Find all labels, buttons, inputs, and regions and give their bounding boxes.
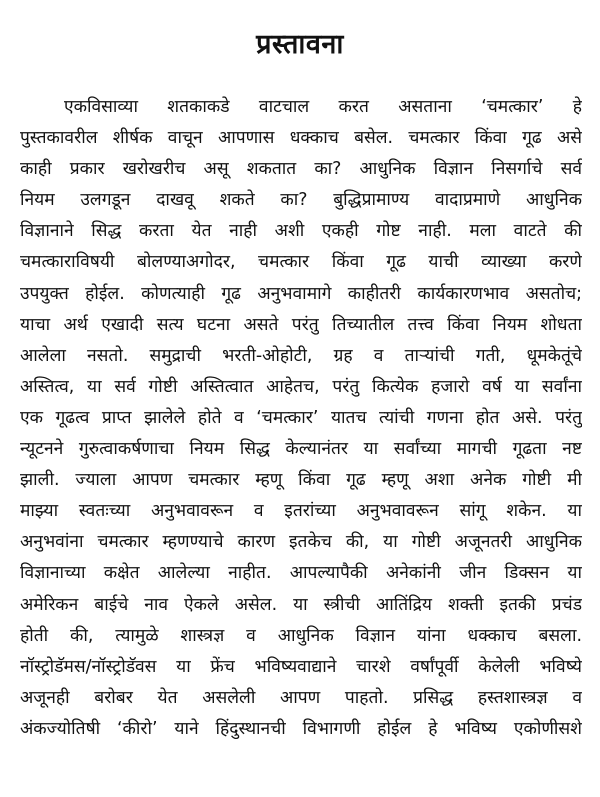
body-paragraph [20,92,582,745]
text-line: काही प्रकार खरोखरीच असू शकतात का? आधुनिक विज्ञान निसर्गाचे सर्व [20,159,582,180]
text-line: न्यूटनने गुरुत्वाकर्षणाचा नियम सिद्ध केल्यानंतर या सर्वांच्या मागची गूढता नष्ट [20,439,582,460]
text-line: नॉस्ट्रोडॅमस/नॉस्ट्रोडॅवस या फ्रेंच भविष्यवाद्याने चारशे वर्षांपूर्वी केलेली भविष्ये [20,656,582,677]
text-line: विज्ञानाच्या कक्षेत आलेल्या नाहीत. आपल्यापैकी अनेकांनी जीन डिक्सन या [20,563,582,584]
text-line: एक गूढत्व प्राप्त झालेले होते व ‘चमत्कार’ यातच त्यांची गणना होत असे. परंतु [20,407,582,428]
text-line: विज्ञानाने सिद्ध करता येत नाही अशी एकही गोष्ट नाही. मला वाटते की [20,221,582,242]
text-line: अंकज्योतिषी ‘कीरो’ याने हिंदुस्थानची विभागणी होईल हे भविष्य एकोणीसशे [20,718,582,739]
text-line: माझ्या स्वतःच्या अनुभवावरून व इतरांच्या अनुभवावरून सांगू शकेन. या [20,501,582,522]
text-line: याचा अर्थ एखादी सत्य घटना असते परंतु तिच्यातील तत्त्व किंवा नियम शोधता [20,314,582,335]
text-line: एकविसाव्या शतकाकडे वाटचाल करत असताना ‘चमत्कार’ हे [64,97,582,117]
text-line: होती की, त्यामुळे शास्त्रज्ञ व आधुनिक विज्ञान यांना धक्काच बसला. [20,625,582,646]
text-line: उपयुक्त होईल. कोणत्याही गूढ अनुभवामागे काहीतरी कार्यकारणभाव असतोच; [20,283,582,304]
text-line: अस्तित्व, या सर्व गोष्टी अस्तित्वात आहेतच, परंतु कित्येक हजारो वर्ष या सर्वांना [20,376,582,397]
text-line: चमत्काराविषयी बोलण्याअगोदर, चमत्कार किंवा गूढ याची व्याख्या करणे [20,252,582,273]
text-line: अमेरिकन बाईचे नाव ऐकले असेल. या स्त्रीची आतिंद्रिय शक्ती इतकी प्रचंड [20,594,582,615]
text-line: नियम उलगडून दाखवू शकते का? बुद्धिप्रामाण्य वादाप्रमाणे आधुनिक [20,190,582,211]
text-line: अजूनही बरोबर येत असलेली आपण पाहतो. प्रसिद्ध हस्तशास्त्रज्ञ व [20,687,582,708]
text-line: झाली. ज्याला आपण चमत्कार म्हणू किंवा गूढ म्हणू अशा अनेक गोष्टी मी [20,470,582,491]
text-line: अनुभवांना चमत्कार म्हणण्याचे कारण इतकेच की, या गोष्टी अजूनतरी आधुनिक [20,532,582,553]
page-title: प्रस्तावना [256,29,344,60]
text-line: आलेला नसतो. समुद्राची भरती-ओहोटी, ग्रह व ताऱ्यांची गती, धूमकेतूंचे [20,345,582,366]
text-line: पुस्तकावरील शीर्षक वाचून आपणास धक्काच बसेल. चमत्कार किंवा गूढ असे [20,128,582,149]
